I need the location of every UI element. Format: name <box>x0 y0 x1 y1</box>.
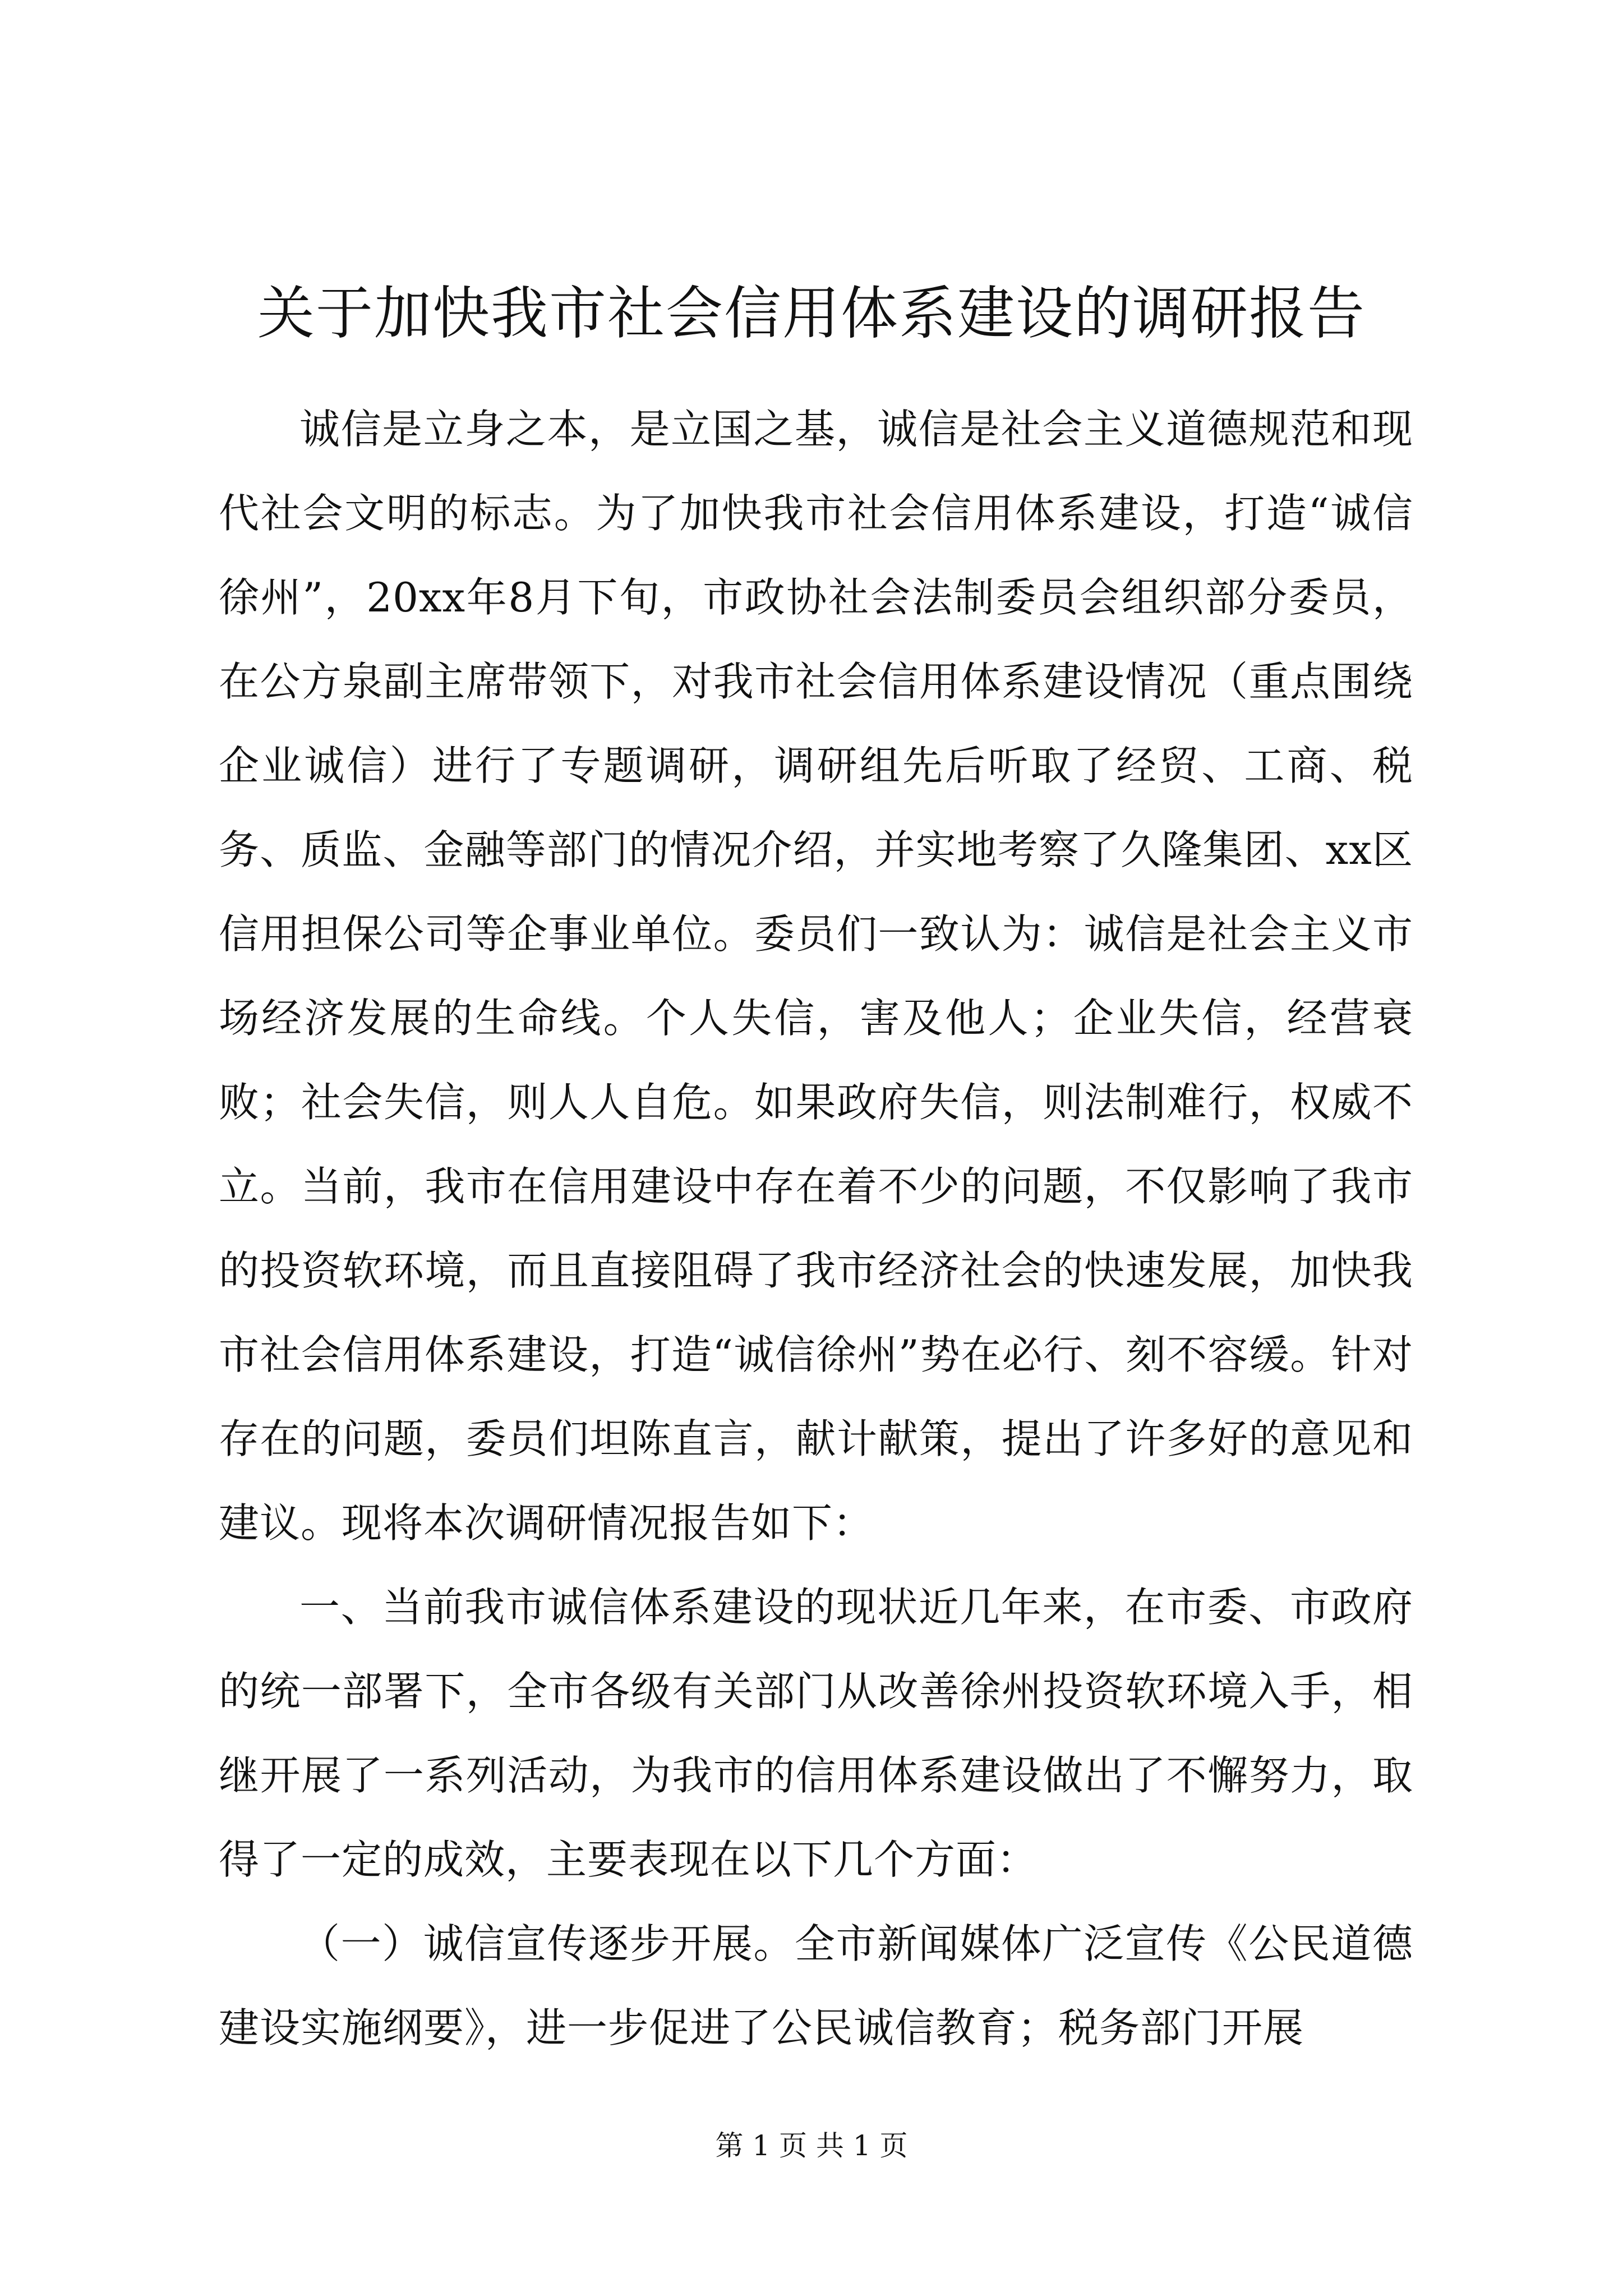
document-title: 关于加快我市社会信用体系建设的调研报告 <box>257 280 1366 347</box>
document-body <box>219 387 1413 2070</box>
paragraph-subsection-1: （一）诚信宣传逐步开展。全市新闻媒体广泛宣传《公民道德建设实施纲要》，进一步促进了公民诚信教育；税务部门开展 <box>219 1920 1413 2051</box>
paragraph-section-1: 一、当前我市诚信体系建设的现状近几年来，在市委、市政府的统一部署下，全市各级有关部门从改善徐州投资软环境入手，相继开展了一系列活动，为我市的信用体系建设做出了不懈努力，取得了一定的成效，主要表现在以下几个方面： <box>219 1584 1413 1883</box>
paragraph-intro: 诚信是立身之本，是立国之基，诚信是社会主义道德规范和现代社会文明的标志。为了加快我市社会信用体系建设，打造“诚信徐州”，20xx年8月下旬，市政协社会法制委员会组织部分委员，在公方泉副主席带领下，对我市社会信用体系建设情况（重点围绕企业诚信）进行了专题调研，调研组先后听取了经贸、工商、税务、质监、金融等部门的情况介绍，并实地考察了久隆集团、xx区信用担保公司等企事业单位。委员们一致认为：诚信是社会主义市场经济发展的生命线。个人失信，害及他人；企业失信，经营衰败；社会失信，则人人自危。如果政府失信，则法制难行，权威不立。当前，我市在信用建设中存在着不少的问题，不仅影响了我市的投资软环境，而且直接阻碍了我市经济社会的快速发展，加快我市社会信用体系建设，打造“诚信徐州”势在必行、刻不容缓。针对存在的问题，委员们坦陈直言，献计献策，提出了许多好的意见和建议。现将本次调研情况报告如下： <box>219 406 1413 1547</box>
page-footer: 第 1 页 共 1 页 <box>715 2129 908 2162</box>
